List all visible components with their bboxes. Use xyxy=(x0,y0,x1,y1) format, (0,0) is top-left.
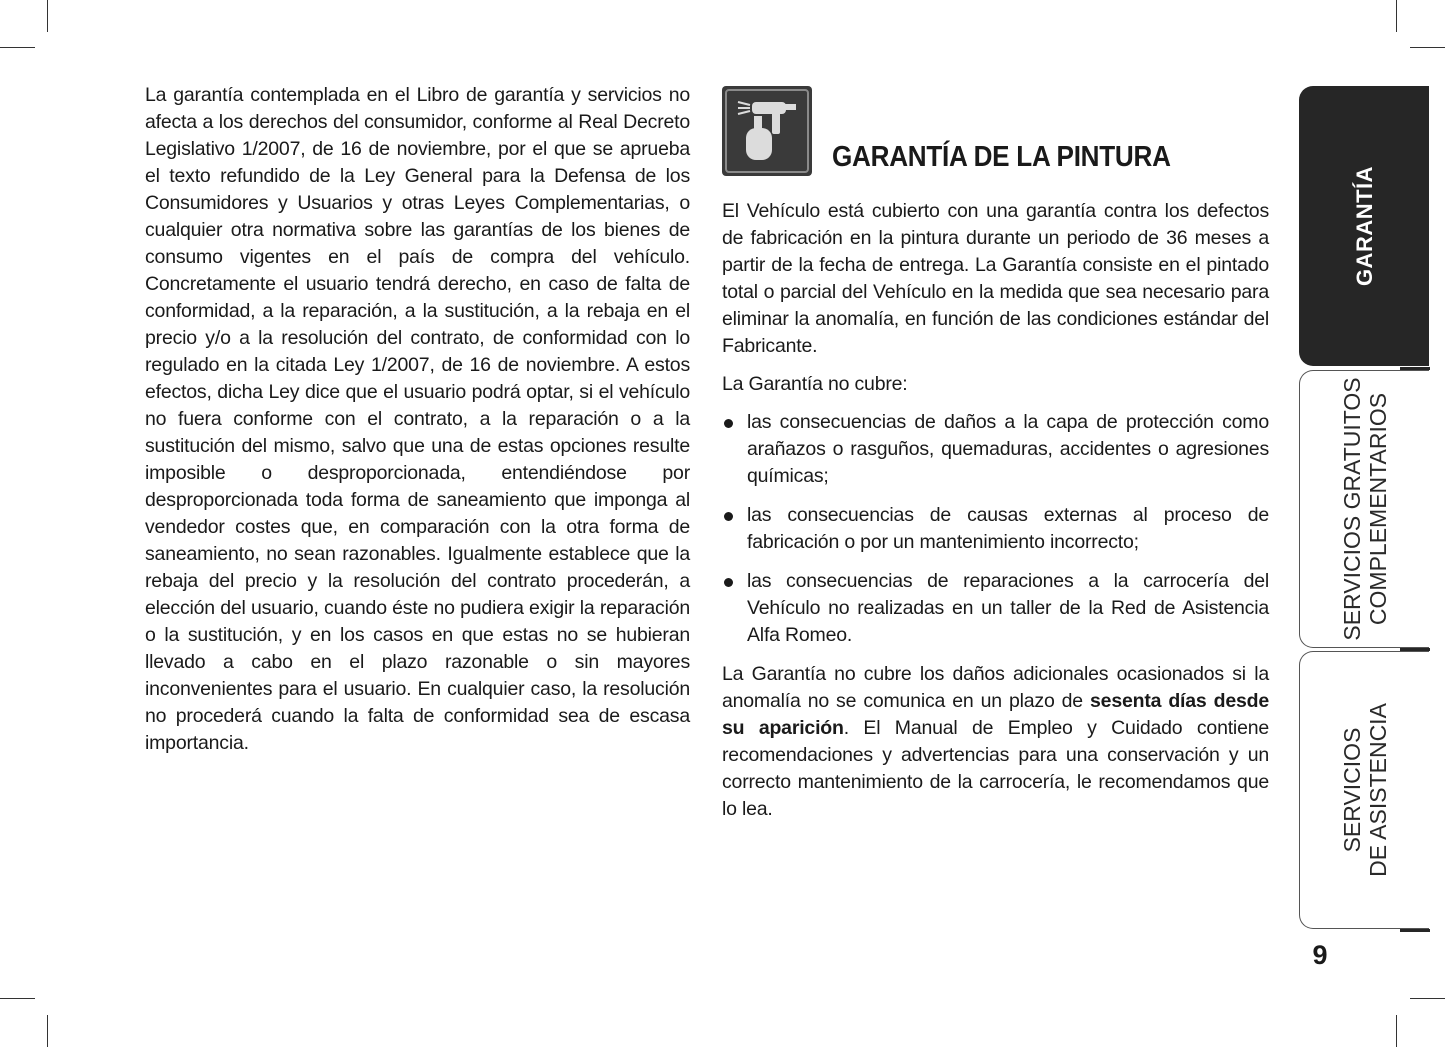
crop-mark xyxy=(0,998,35,999)
tab-servicios-gratuitos[interactable] xyxy=(1299,370,1429,648)
crop-mark xyxy=(1410,47,1445,48)
crop-mark xyxy=(47,0,48,32)
tab-label xyxy=(1352,166,1378,286)
list-item: las consecuencias de reparaciones a la carrocería del Vehículo no realizadas en un taller de la Red de Asistencia Alfa Romeo. xyxy=(722,568,1269,649)
tab-servicios-asistencia[interactable] xyxy=(1299,651,1429,929)
tab-label-line: COMPLEMENTARIOS xyxy=(1364,392,1391,626)
crop-mark xyxy=(0,47,35,48)
tab-label-line: DE ASISTENCIA xyxy=(1364,703,1391,877)
tab-label-line: GARANTÍA xyxy=(1351,165,1377,287)
closing-paragraph xyxy=(722,661,1269,823)
closing-emphasis: sesenta días desde su aparición xyxy=(722,690,1269,739)
crop-mark xyxy=(1396,1015,1397,1047)
right-column xyxy=(722,86,1269,834)
section-title: GARANTÍA DE LA PINTURA xyxy=(832,141,1171,173)
page-number: 9 xyxy=(1312,940,1328,970)
list-item: las consecuencias de daños a la capa de protección como arañazos o rasguños, quemaduras, accidentes o agresiones químicas; xyxy=(722,409,1269,490)
list-item: las consecuencias de causas externas al proceso de fabricación o por un mantenimiento incorrecto; xyxy=(722,502,1269,556)
tab-label xyxy=(1339,377,1391,640)
crop-mark xyxy=(47,1015,48,1047)
exclusions-list xyxy=(722,409,1269,649)
not-covered-label: La Garantía no cubre: xyxy=(722,373,908,395)
closing-text-start: La Garantía no cubre los daños adicionales ocasionados si la anomalía no se comunica en un plazo de xyxy=(722,663,1269,712)
crop-mark xyxy=(1410,998,1445,999)
tab-label-line: SERVICIOS GRATUITOS xyxy=(1338,377,1365,641)
tab-label-line: SERVICIOS xyxy=(1338,727,1365,853)
consumer-rights-paragraph: La garantía contemplada en el Libro de garantía y servicios no afecta a los derechos del consumidor, conforme al Real Decreto Legislativo 1/2007, de 16 de noviembre, por el que se aprueba el texto refundido de la Ley General para la Defensa de los Consumidores y Usuarios y otras Leyes Complementarias, o cualquier otra normativa sobre las garantías de los bienes de consumo vigentes en el país de compra del vehículo. Concretamente el usuario tendrá derecho, en caso de falta de conformidad, a la reparación, a la sustitución, a la rebaja en el precio y/o a la resolución del contrato, de conformidad con lo regulado en la citada Ley 1/2007, de 16 de noviembre. A estos efectos, dicha Ley dice que el usuario podrá optar, si el vehículo no fuera conforme con el contrato, a la reparación o a la sustitución del mismo, salvo que una de estas opciones resulte imposible o desproporcionada, entendiéndose por desproporcionada toda forma de saneamiento que imponga al vendedor costes que, en comparación con la otra forma de saneamiento, no sean razonables. Igualmente establece que la rebaja del precio y la resolución del contrato procederán, a elección del usuario, cuando éste no pudiera exigir la reparación o la sustitución, y en los casos en que estas no se hubieran llevado a cabo en el plazo razonable o sin mayores inconvenientes para el usuario. En cualquier caso, la resolución no procederá cuando la falta de conformidad sea de escasa importancia. xyxy=(145,84,690,754)
spray-gun-icon xyxy=(722,86,812,176)
closing-text-end: . El Manual de Empleo y Cuidado contiene recomendaciones y advertencias para una conservación y un correcto mantenimiento de la carrocería, le recomendamos que lo lea. xyxy=(722,717,1269,820)
tab-garantia[interactable] xyxy=(1299,86,1429,366)
left-column xyxy=(145,82,690,757)
crop-mark xyxy=(1396,0,1397,32)
tab-divider xyxy=(1400,929,1430,932)
intro-paragraph: El Vehículo está cubierto con una garantía contra los defectos de fabricación en la pintura durante un periodo de 36 meses a partir de la fecha de entrega. La Garantía consiste en el pintado total o parcial del Vehículo en la medida que sea necesario para eliminar la anomalía, en función de las condiciones estándar del Fabricante. xyxy=(722,200,1269,357)
tab-label xyxy=(1339,703,1391,877)
